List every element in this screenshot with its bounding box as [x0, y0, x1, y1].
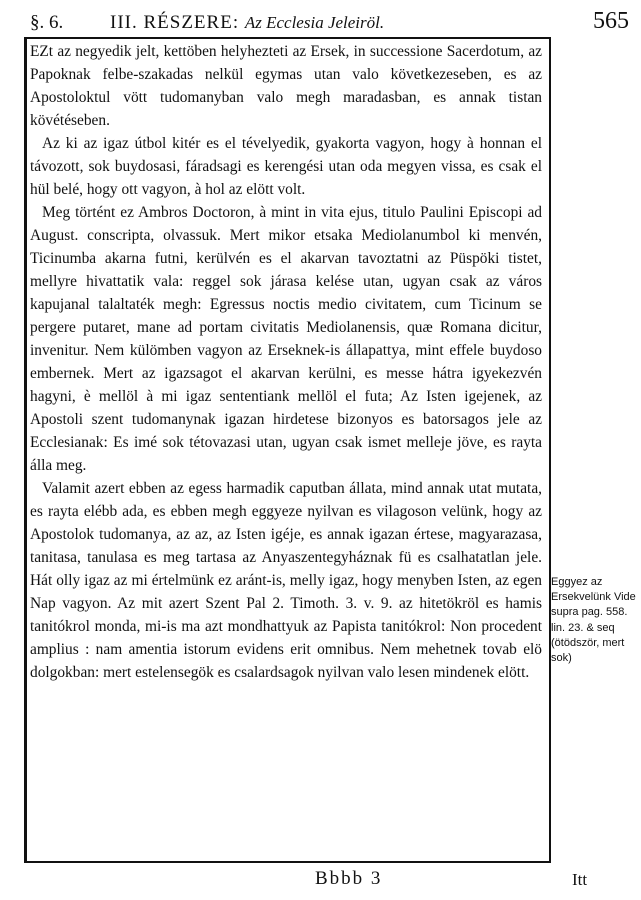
chapter-subtitle: Az Ecclesia Jeleiröl. — [244, 13, 385, 32]
paragraph-1: EZt az negyedik jelt, kettöben helyhezteti az Ersek, in successione Sacerdotum, az Papoknak felbe-szakadas nelkül egymas utan valo következeseben, es az Apostoloktul vött tudomanyban valo megh maradasban, es annak tistan kövétéseben. — [30, 43, 542, 129]
page-number: 565 — [593, 8, 629, 34]
running-header — [18, 6, 633, 36]
section-mark: §. 6. — [30, 12, 64, 33]
paragraph-2: Az ki az igaz útbol kitér es el tévelyedik, gyakorta vagyon, hogy à honnan el távozott, sok buydosasi, fáradsagi es kerengési utan oda megyen vissa, es csak el hül belé, hogy ott vagyon, à hol az elött volt. — [30, 135, 542, 198]
paragraph-4: Valamit azert ebben az egess harmadik caputban állata, mind annak utat mutata, es rayta elébb ada, es ebben megh eggyeze nyilvan es vilagoson velünk, hogy az Apostolok tudomanya, az az, az Isten igéje, es annak igazan értese, magyarazasa, tanitasa, tanulasa es meg tartasa az Anyaszentegyháznak fü es csalhatatlan jele. Hát olly igaz az mi értelmünk ez aránt-is, melly igaz, hogy menyben Isten, az egen Nap vagyon. Az mit azert Szent Pal 2. Timoth. 3. v. 9. az hitetökröl es hamis tanitókrol monda, mi-is ma azt mondhattyuk az Papista tanitókrol: Non procedent amplius : nam amentia istorum evidens erit omnibus. Nem mehetnek tovab elö dolgokban: mert estelensegök es csalardsagok nyilvan valo lesen mindenek elött. — [30, 480, 542, 681]
paragraph-3: Meg történt ez Ambros Doctoron, à mint in vita ejus, titulo Paulini Episcopi ad August. conscripta, olvassuk. Mert mikor etsaka Mediolanumbol ki menvén, Ticinumba akarna futni, kerülvén es el akarvan tavoztatni az Püspöki tistet, mellyre hivattatik vala: reggel sok járasa kelése utan, ugyan csak az város kapujanal talaltaték megh: Egressus noctis medio civitatem, cum Ticinum se pergere putaret, mane ad portam civitatis Mediolanensis, quæ Romana dicitur, invenitur. Nem külömben vagyon az Erseknek-is állapattya, mint effele buydoso embernek. Mert az igazsagot el akarvan kerülni, es messe hátra igyekezvén hagyni, è mellöl à mi igaz sententiank mellöl el futa; Az Isten igejenek, az Apostoli szent tudomanynak igazan hirdetese bizonyos es batorsagos jele az Ecclesianak: Es imé sok tétovazasi utan, ugyan csak ismet melleje jöve, es rayta álla meg. — [30, 204, 542, 474]
signature-mark: Bbbb 3 — [315, 868, 383, 889]
marginal-note: Eggyez az Ersekvelünk Vide supra pag. 558. lin. 23. & seq (ötödször, mert sok) — [551, 576, 636, 665]
catchword: Itt — [572, 870, 588, 889]
page-footer — [0, 868, 641, 896]
chapter-title: III. RÉSZERE: — [110, 12, 240, 33]
main-text — [30, 40, 542, 684]
running-title — [110, 12, 384, 34]
